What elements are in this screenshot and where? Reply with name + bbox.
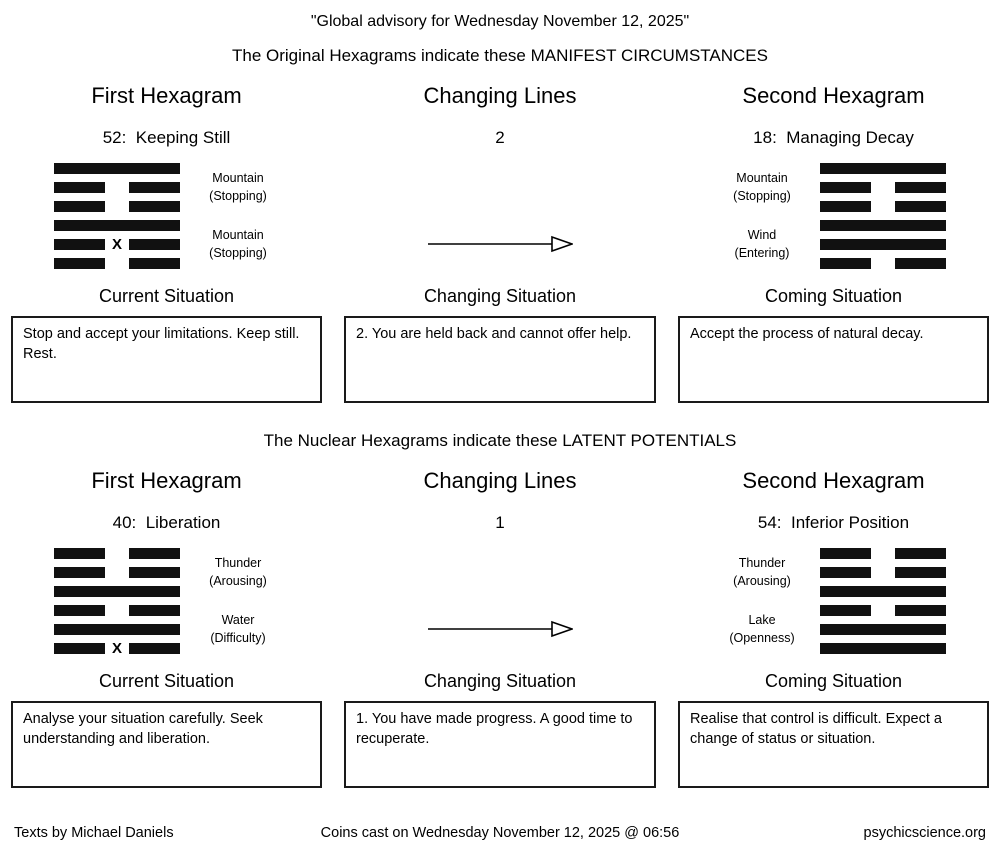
trigram-label: Water (Difficulty) bbox=[210, 613, 266, 645]
column-header-changing-lines: Changing Lines bbox=[423, 468, 577, 493]
nuclear-hexagrams-section bbox=[0, 431, 1000, 788]
changing-arrow-icon bbox=[428, 235, 573, 253]
footer-credit: Texts by Michael Daniels bbox=[14, 825, 174, 841]
trigram-label: Wind (Entering) bbox=[734, 228, 790, 260]
changing-arrow-cell bbox=[333, 548, 667, 654]
hexagram-title-54: 54: Inferior Position bbox=[757, 513, 910, 532]
situation-header-coming: Coming Situation bbox=[764, 671, 903, 691]
changing-arrow-icon bbox=[428, 620, 573, 638]
trigram-labels bbox=[721, 163, 803, 269]
column-header-second-hexagram: Second Hexagram bbox=[742, 468, 925, 493]
hexagram-lines bbox=[820, 163, 946, 269]
trigram-labels bbox=[721, 548, 803, 654]
column-header-second-hexagram: Second Hexagram bbox=[742, 83, 925, 108]
first-hexagram-figure bbox=[0, 163, 333, 269]
situation-header-current: Current Situation bbox=[98, 671, 235, 691]
trigram-labels bbox=[197, 163, 279, 269]
trigram-label: Lake (Openness) bbox=[729, 613, 795, 645]
situation-box-coming: Realise that control is difficult. Expect a change of status or situation. bbox=[678, 701, 989, 788]
trigram-label: Mountain (Stopping) bbox=[209, 228, 267, 260]
hexagram-title-52: 52: Keeping Still bbox=[102, 128, 231, 147]
original-hexagrams-section bbox=[0, 46, 1000, 403]
situation-header-current: Current Situation bbox=[98, 286, 235, 306]
trigram-label: Thunder (Arousing) bbox=[209, 556, 267, 588]
page-title: "Global advisory for Wednesday November 12, 2025" bbox=[310, 13, 690, 30]
hexagram-title-18: 18: Managing Decay bbox=[753, 128, 914, 147]
trigram-labels bbox=[197, 548, 279, 654]
column-header-changing-lines: Changing Lines bbox=[423, 83, 577, 108]
section-heading-original: The Original Hexagrams indicate these MANIFEST CIRCUMSTANCES bbox=[232, 46, 768, 65]
page-footer bbox=[0, 825, 1000, 841]
footer-cast-time: Coins cast on Wednesday November 12, 2025 @ 06:56 bbox=[320, 825, 680, 841]
situation-box-current: Stop and accept your limitations. Keep still. Rest. bbox=[11, 316, 322, 403]
section-heading-nuclear: The Nuclear Hexagrams indicate these LATENT POTENTIALS bbox=[263, 431, 737, 450]
changing-lines-value: 2 bbox=[495, 128, 505, 147]
situation-header-changing: Changing Situation bbox=[423, 671, 577, 691]
hexagram-lines bbox=[54, 163, 180, 269]
situation-box-changing: 2. You are held back and cannot offer help. bbox=[344, 316, 656, 403]
second-hexagram-figure bbox=[667, 163, 1000, 269]
hexagram-lines bbox=[820, 548, 946, 654]
first-hexagram-figure bbox=[0, 548, 333, 657]
footer-site-name: psychicscience.org bbox=[863, 825, 986, 841]
changing-lines-value: 1 bbox=[495, 513, 505, 532]
changing-arrow-cell bbox=[333, 163, 667, 269]
second-hexagram-figure bbox=[667, 548, 1000, 654]
situation-header-coming: Coming Situation bbox=[764, 286, 903, 306]
hexagram-lines bbox=[54, 548, 180, 657]
situation-box-current: Analyse your situation carefully. Seek understanding and liberation. bbox=[11, 701, 322, 788]
hexagram-title-40: 40: Liberation bbox=[112, 513, 221, 532]
changing-line-x-marker: X bbox=[111, 639, 123, 657]
trigram-label: Mountain (Stopping) bbox=[209, 171, 267, 203]
column-header-first-hexagram: First Hexagram bbox=[91, 468, 242, 493]
changing-line-x-marker: X bbox=[111, 235, 123, 253]
trigram-label: Thunder (Arousing) bbox=[733, 556, 791, 588]
trigram-label: Mountain (Stopping) bbox=[733, 171, 791, 203]
column-header-first-hexagram: First Hexagram bbox=[91, 83, 242, 108]
situation-box-coming: Accept the process of natural decay. bbox=[678, 316, 989, 403]
situation-box-changing: 1. You have made progress. A good time to recuperate. bbox=[344, 701, 656, 788]
situation-header-changing: Changing Situation bbox=[423, 286, 577, 306]
